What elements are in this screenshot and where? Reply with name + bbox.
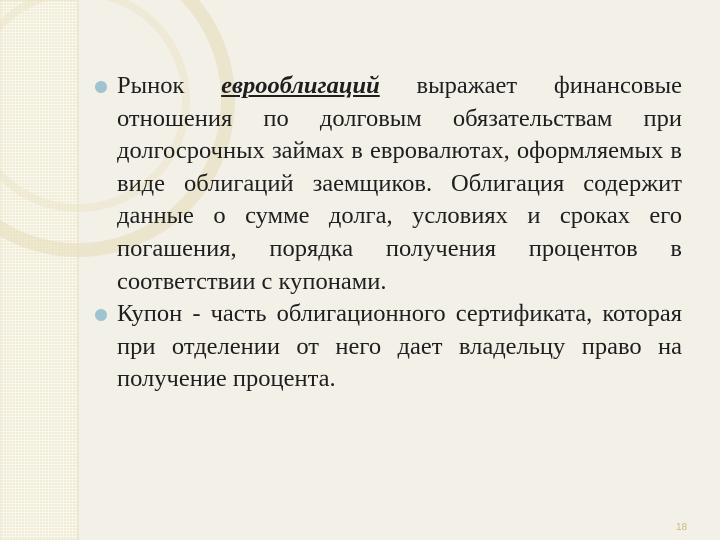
slide-content bbox=[95, 70, 682, 396]
bullet-paragraph-1 bbox=[95, 70, 682, 298]
strip-edge bbox=[0, 0, 78, 540]
bullet-1-text: выражает финансовые отношения по долговым обязательствам при долгосрочных займах в евровалютах, оформляемых в виде облигаций заемщиков. Облигация содержит данные о сумме долга, условиях и сроках его погашения, порядка получения процентов в соответствии с купонами. bbox=[117, 72, 683, 295]
bullet-paragraph-2 bbox=[95, 298, 682, 396]
page-number: 18 bbox=[676, 522, 688, 533]
bullet-dot-icon bbox=[95, 309, 107, 321]
bullet-1-lead-word: Рынок bbox=[117, 72, 185, 99]
keyword-eurobonds: еврооблигаций bbox=[221, 72, 380, 99]
bullet-dot-icon bbox=[95, 81, 107, 93]
bullet-2-text: Купон - часть облигационного сертификата, которая при отделении от него дает владельцу право на получение процента. bbox=[117, 300, 682, 393]
